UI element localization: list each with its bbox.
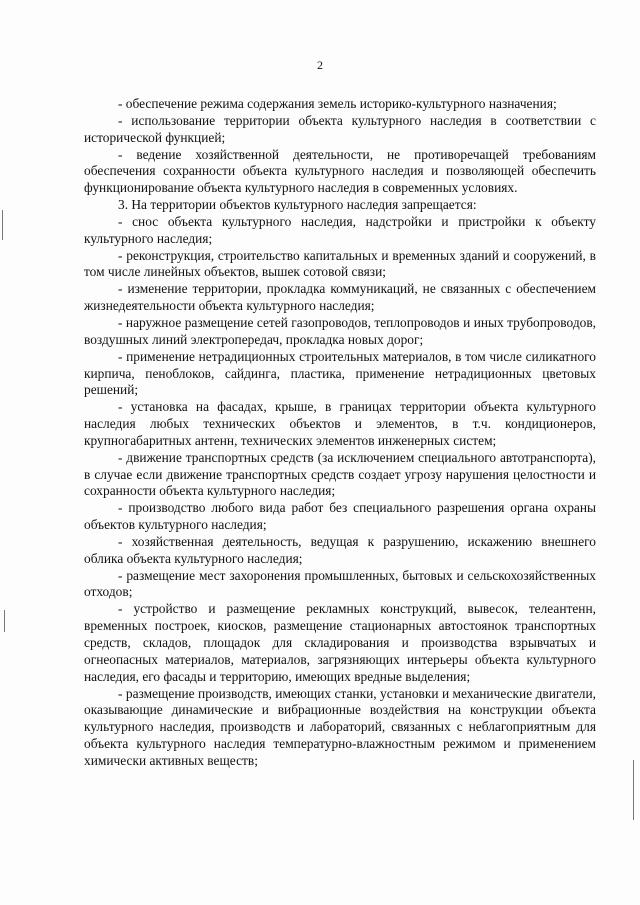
- section-heading: 3. На территории объектов культурного наследия запрещается:: [118, 197, 477, 213]
- paragraph: - наружное размещение сетей газопроводов, теплопроводов и иных трубопроводов, воздушных линий электропередач, прокладка новых дорог;: [84, 314, 596, 347]
- paragraph: - установка на фасадах, крыше, в границах территории объекта культурного наследия любых технических объектов и элементов, в т.ч. кондиционеров, крупногабаритных антенн, технических элементов инженерных систем;: [84, 399, 596, 448]
- paragraph: - применение нетрадиционных строительных материалов, в том числе силикатного кирпича, пеноблоков, сайдинга, пластика, применение нетрадиционных цветовых решений;: [84, 348, 596, 398]
- paragraph: - изменение территории, прокладка коммуникаций, не связанных с обеспечением жизнедеятельности объекта культурного наследия;: [84, 281, 596, 314]
- scan-artifact: [4, 610, 5, 632]
- scan-artifact: [2, 210, 3, 240]
- page-number: 2: [317, 58, 323, 72]
- document-body: [84, 96, 596, 770]
- paragraph: - хозяйственная деятельность, ведущая к разрушению, искажению внешнего облика объекта культурного наследия;: [84, 533, 596, 566]
- scan-artifact: [633, 760, 634, 820]
- paragraph: - использование территории объекта культурного наследия в соответствии с исторической функцией;: [84, 112, 596, 145]
- paragraph: - ведение хозяйственной деятельности, не противоречащей требованиям обеспечения сохранности объекта культурного наследия и позволяющей обеспечить функционирование объекта культурного наследия в современных условиях.: [84, 146, 596, 196]
- paragraph: - реконструкция, строительство капитальных и временных зданий и сооружений, в том числе линейных объектов, вышек сотовой связи;: [84, 247, 596, 280]
- paragraph: - производство любого вида работ без специального разрешения органа охраны объектов культурного наследия;: [84, 500, 596, 533]
- paragraph: - снос объекта культурного наследия, надстройки и пристройки к объекту культурного наследия;: [84, 213, 596, 246]
- paragraph: - размещение мест захоронения промышленных, бытовых и сельскохозяйственных отходов;: [84, 567, 596, 600]
- paragraph: - движение транспортных средств (за исключением специального автотранспорта), в случае если движение транспортных средств создает угрозу нарушения целостности и сохранности объекта культурного наследия;: [84, 449, 596, 499]
- paragraph: - обеспечение режима содержания земель историко-культурного назначения;: [118, 96, 557, 111]
- paragraph: - устройство и размещение рекламных конструкций, вывесок, телеантенн, временных построек, киосков, размещение стационарных автостоянок транспортных средств, складов, площадок для складирования и производства взрывчатых и огнеопасных материалов, материалов, загрязняющих интерьеры объекта культурного наследия, его фасады и территорию, имеющих вредные выделения;: [84, 601, 596, 684]
- paragraph: - размещение производств, имеющих станки, установки и механические двигатели, оказывающие динамические и вибрационные воздействия на конструкции объекта культурного наследия, производств и лабораторий, связанных с неблагоприятным для объекта культурного наследия температурно-влажностным режимом и применением химически активных веществ;: [84, 685, 596, 768]
